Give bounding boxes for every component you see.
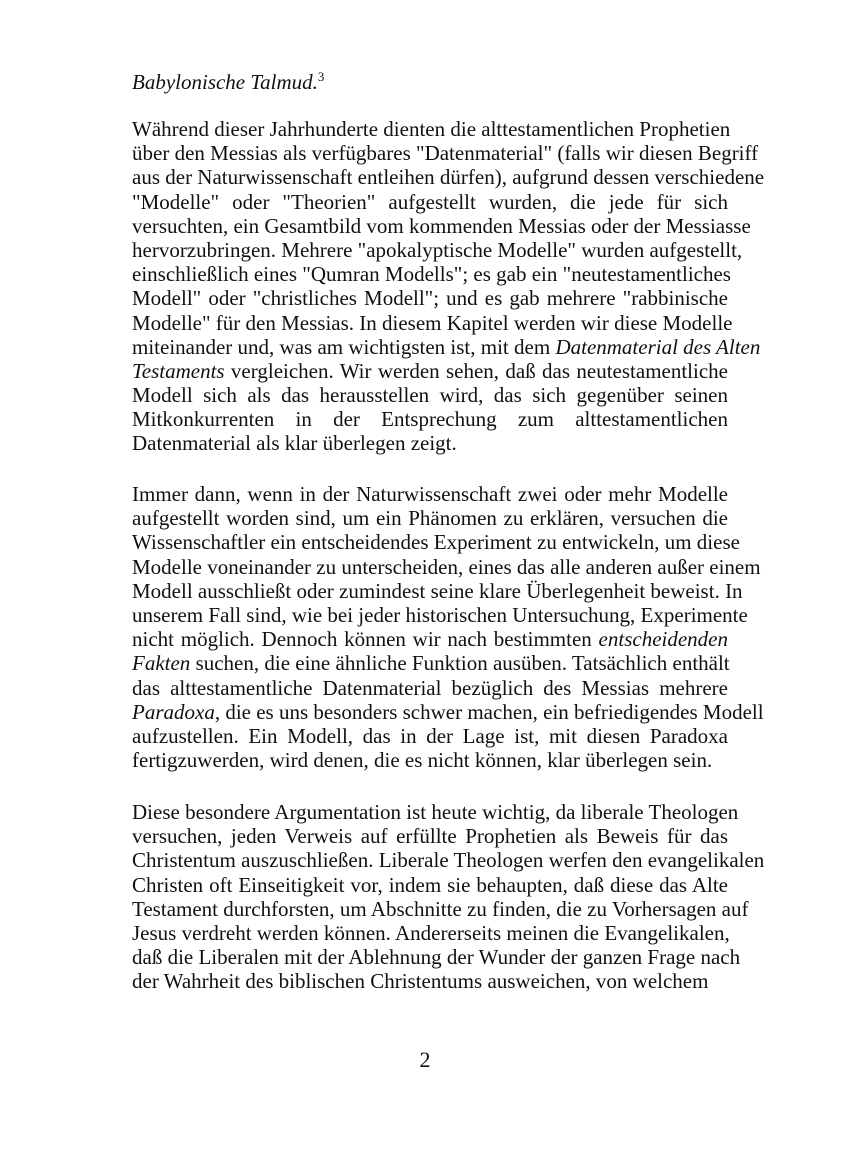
text-line [132,873,728,897]
text-segment: Immer dann, wenn in der Naturwissenschaft zwei oder mehr Modelle [132,482,728,506]
italic-text: Testaments [132,358,225,383]
text-line [132,431,728,455]
text-line [132,310,733,335]
text-segment: Jesus verdreht werden können. Andererseits meinen die Evangelikalen, [132,920,730,945]
page-number: 2 [419,1047,431,1072]
text-segment: Modell sich als das herausstellen wird, das sich gegenüber seinen [132,383,728,408]
footnote-reference: 3 [317,69,325,84]
text-segment: Christen oft Einseitigkeit vor, indem sie behaupten, daß diese das Alte [132,872,728,897]
text-segment: Diese besondere Argumentation ist heute wichtig, da liberale Theologen [132,800,739,824]
text-line [132,506,728,530]
text-segment: Modell" oder "christliches Modell"; und es gab mehrere "rabbinische [132,286,728,311]
paragraph-2 [132,482,764,773]
text-line [132,334,761,359]
text-segment: über den Messias als verfügbares "Datenmaterial" (falls wir diesen Begriff [132,141,759,166]
text-segment: "Modelle" oder "Theorien" aufgestellt wurden, die jede für sich [132,189,728,214]
text-segment: miteinander und, was am wichtigsten ist, mit dem [132,334,556,359]
text-segment: hervorzubringen. Mehrere "apokalyptische Modelle" wurden aufgestellt, [132,237,743,262]
text-segment: der Wahrheit des biblischen Christentums ausweichen, von welchem [132,969,709,994]
text-line [132,578,743,603]
text-line [132,530,740,555]
text-segment: , die es uns besonders schwer machen, ein befriedigendes Modell [214,699,764,724]
text-segment: versuchen, jeden Verweis auf erfüllte Prophetien als Beweis für das [132,824,728,849]
text-segment: Mitkonkurrenten in der Entsprechung zum alttestamentlichen [132,407,728,432]
text-segment: versuchten, ein Gesamtbild vom kommenden Messias oder der Messiasse [132,213,751,238]
text-segment: fertigzuwerden, wird denen, die es nicht können, klar überlegen sein. [132,748,713,773]
text-line [132,848,765,873]
text-segment: nicht möglich. Dennoch können wir nach bestimmten [132,627,599,652]
text-segment: Datenmaterial als klar überlegen zeigt. [132,431,457,456]
text-line [132,482,728,506]
heading-text: Babylonische Talmud. [132,70,318,94]
text-line [132,651,728,675]
text-line [132,117,731,141]
text-segment: das alttestamentliche Datenmaterial bezüglich des Messias mehrere [132,675,728,700]
text-line [132,213,751,238]
text-segment: Während dieser Jahrhunderte dienten die alttestamentlichen Prophetien [132,117,731,141]
text-segment: Modelle" für den Messias. In diesem Kapitel werden wir diese Modelle [132,310,733,335]
italic-text: Datenmaterial des Alten [555,334,761,359]
text-line [132,724,728,748]
text-line [132,165,765,190]
text-segment: vergleichen. Wir werden sehen, daß das neutestamentliche [224,358,728,383]
text-line [132,383,728,407]
text-segment: aufzustellen. Ein Modell, das in der Lage ist, mit diesen Paradoxa [132,723,728,748]
text-line [132,286,728,310]
text-segment: Christentum auszuschließen. Liberale Theologen werfen den evangelikalen [132,848,765,873]
text-segment: Modell ausschließt oder zumindest seine klare Überlegenheit beweist. In [132,578,743,603]
text-segment: daß die Liberalen mit der Ablehnung der Wunder der ganzen Frage nach [132,945,741,970]
text-segment: unserem Fall sind, wie bei jeder historischen Untersuchung, Experimente [132,602,748,627]
running-heading [132,68,324,96]
text-line [132,627,728,651]
text-segment: einschließlich eines "Qumran Modells"; es gab ein "neutestamentliches [132,262,731,287]
paragraph-3 [132,800,765,994]
text-segment: Modelle voneinander zu unterscheiden, eines das alle anderen außer einem [132,554,761,579]
italic-text: entscheidenden [598,627,728,652]
text-line [132,969,728,993]
text-line [132,141,759,166]
text-line [132,237,743,262]
text-segment: suchen, die eine ähnliche Funktion ausüben. Tatsächlich enthält [190,651,730,676]
text-line [132,800,739,824]
text-line [132,676,728,700]
text-line [132,262,731,287]
text-line [132,554,761,579]
text-line [132,824,728,848]
italic-text: Fakten [132,651,191,676]
italic-text: Paradoxa [132,699,215,724]
text-line [132,945,741,970]
text-line [132,190,728,214]
text-line [132,921,728,945]
text-line [132,896,749,921]
text-line [132,699,764,724]
text-segment: aufgestellt worden sind, um ein Phänomen zu erklären, versuchen die [132,506,728,531]
text-segment: Testament durchforsten, um Abschnitte zu finden, die zu Vorhersagen auf [132,896,749,921]
text-segment: Wissenschaftler ein entscheidendes Experiment zu entwickeln, um diese [132,530,740,555]
text-line [132,407,728,431]
text-line [132,359,728,383]
text-line [132,602,748,627]
paragraph-1 [132,117,765,456]
text-line [132,748,728,772]
text-segment: aus der Naturwissenschaft entleihen dürfen), aufgrund dessen verschiedene [132,165,765,190]
